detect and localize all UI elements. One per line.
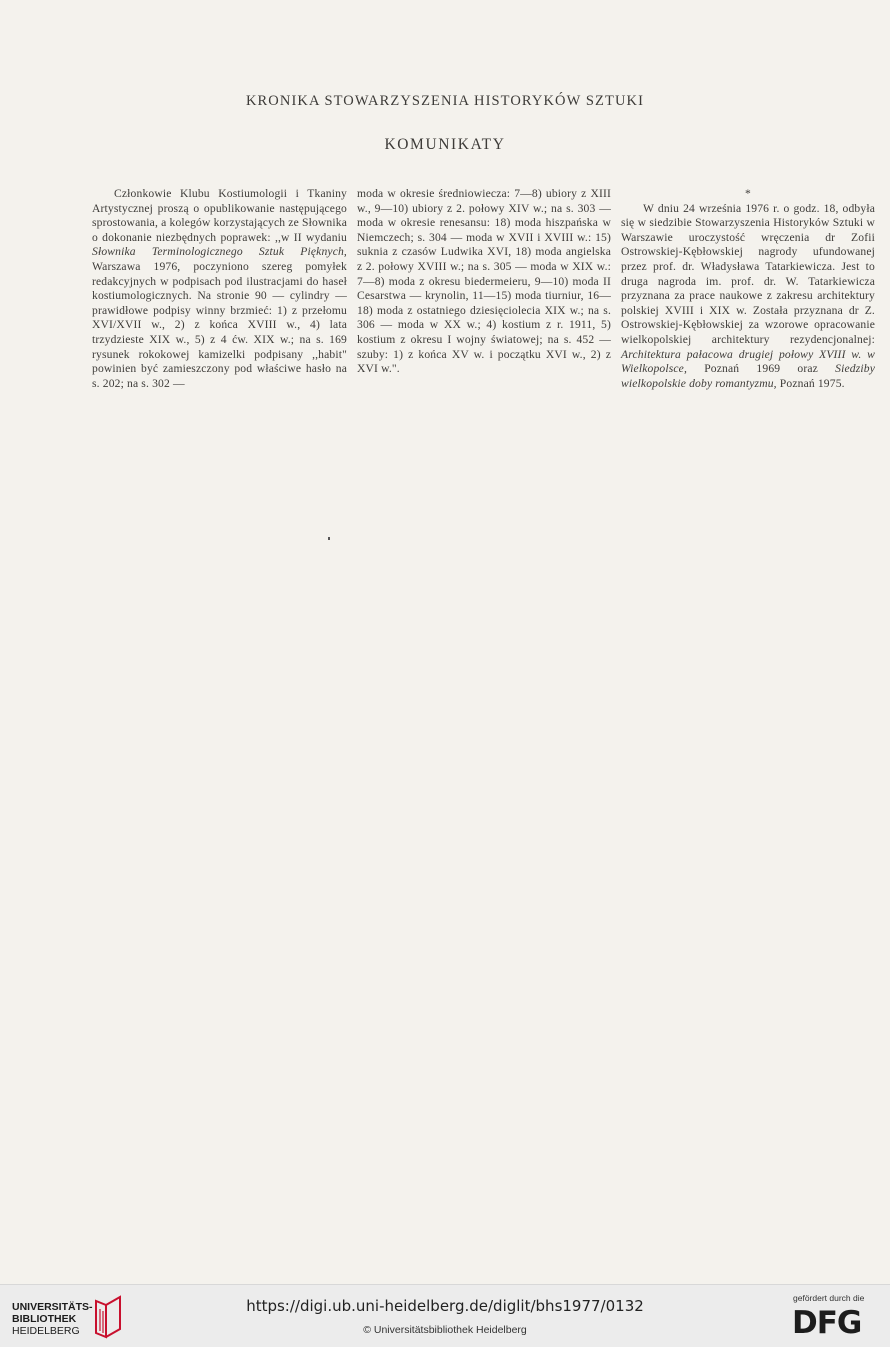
column-1 [92, 187, 347, 391]
col3-italic-title-2: Siedziby wielkopolskie doby romantyzmu, [621, 362, 875, 390]
col1-text-b: Warszawa 1976, poczyniono szereg pomyłek redakcyjnych w podpisach pod ilustracjami do haseł kostiumologicznych. Na stronie 90 — cylindry — prawidłowe podpisy winny brzmieć: 1) z przełomu XVI/XVII w., 2) z końca XVIII w., 4) lata trzydzieste XIX w., 5) z 4 ćw. XIX w.; na s. 169 rysunek rokokowej kamizelki podpisany ,,habit" powinien być zamieszczony pod właściwe hasło na s. 202; na s. 302 — [92, 259, 347, 390]
column-2 [357, 187, 611, 377]
library-name-line-3: HEIDELBERG [12, 1325, 80, 1337]
library-name-line-1: UNIVERSITÄTS- [12, 1301, 93, 1313]
col3-text-a: W dniu 24 września 1976 r. o godz. 18, odbyła się w siedzibie Stowarzyszenia Historyków Sztuki w Warszawie uroczystość wręczenia dr Zofii Ostrowskiej-Kębłowskiej nagrody ufundowanej przez prof. dr. Władysława Tatarkiewicza. Jest to druga nagroda im. prof. dr. W. Tatarkiewicza przyznana za prace naukowe z zakresu architektury polskiej XVIII i XIX w. Została przyznana dr Z. Ostrowskiej-Kębłowskiej za wzorowe opracowanie wielkopolskiej architektury rezydencjonalnej: [621, 201, 875, 346]
col1-text-a: Członkowie Klubu Kostiumologii i Tkaniny Artystycznej proszą o opublikowanie następującego sprostowania, a kolegów korzystających ze Słownika o dokonanie niezbędnych poprawek: ,,w II wydaniu [92, 187, 347, 244]
permalink-url[interactable]: https://digi.ub.uni-heidelberg.de/diglit/bhs1977/0132 [246, 1297, 644, 1315]
ink-speck [328, 537, 330, 540]
running-title: KRONIKA STOWARZYSZENIA HISTORYKÓW SZTUKI [245, 93, 645, 109]
dfg-logo: DFG [792, 1305, 862, 1341]
copyright-notice: © Universitätsbibliothek Heidelberg [363, 1324, 527, 1336]
column-2-paragraph: moda w okresie średniowiecza: 7—8) ubiory z XIII w., 9—10) ubiory z 2. połowy XIV w.; na s. 303 — moda w okresie renesansu: 18) moda hiszpańska w Niemczech; s. 304 — moda w XVII i XVIII w.: 15) suknia z czasów Ludwika XVI, 18) moda angielska z 2. połowy XVIII w.; na s. 305 — moda w XIX w.: 7—8) moda z okresu biedermeieru, 9—10) moda II Cesarstwa — krynolin, 11—15) moda tiurniur, 16—18) moda z ostatniego dziesięciolecia XIX w.; na s. 306 — moda w XX w.; 4) kostium z r. 1911, 5) kostium z okresu I wojny światowej; na s. 452 — szuby: 1) z końca XV w. i początku XVI w., 2) z XVI w.". [357, 187, 611, 376]
col3-text-c: Poznań 1975. [776, 376, 845, 390]
col3-italic-title-1: Architektura pałacowa drugiej połowy XVIII w. w Wielkopolsce, [621, 347, 875, 376]
section-separator: * [745, 187, 751, 200]
col1-italic-title: Słownika Terminologicznego Sztuk Pięknych, [92, 245, 347, 259]
viewer-footer [0, 1284, 890, 1347]
column-3-paragraph [621, 202, 875, 392]
section-title: KOMUNIKATY [384, 136, 506, 153]
column-1-paragraph [92, 187, 347, 391]
funding-caption: gefördert durch die [793, 1293, 865, 1303]
library-name-line-2: BIBLIOTHEK [12, 1313, 77, 1325]
column-3 [621, 187, 875, 391]
col3-text-b: Poznań 1969 oraz [687, 362, 836, 376]
